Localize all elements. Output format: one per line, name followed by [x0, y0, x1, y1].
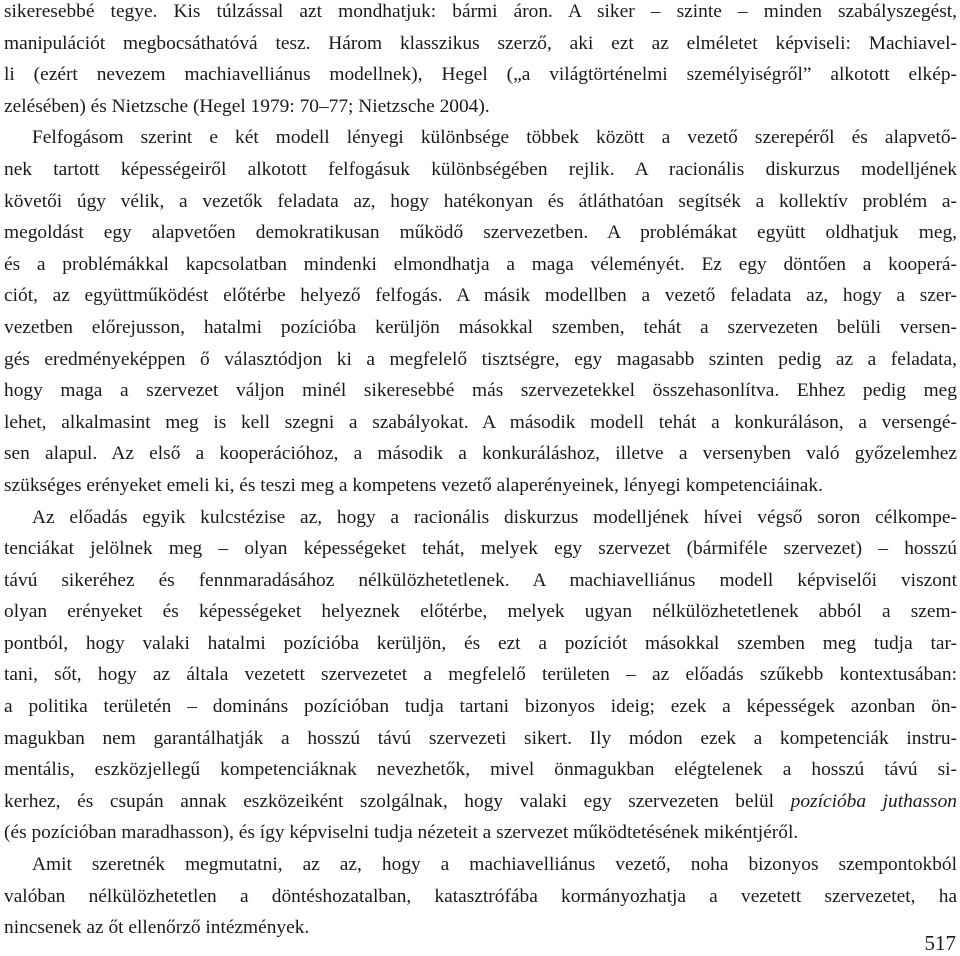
text-line — [4, 596, 957, 628]
text-line — [4, 881, 957, 913]
body-text — [4, 0, 957, 944]
text-line — [4, 59, 957, 91]
text-line-content: magukban nem garantálhatják a hosszú távú szervezeti sikert. Ily módon ezek a kompetenciák instru- — [4, 727, 957, 749]
text-line — [4, 154, 957, 186]
text-line-content: vezetben előrejusson, hatalmi pozícióba kerüljön másokkal szemben, tehát a szervezeten belüli versen- — [4, 316, 957, 338]
text-line-content: távú sikeréhez és fennmaradásához nélkülözhetetlenek. A machiavelliánus modell képviselői viszont — [4, 569, 957, 591]
text-line-content: mentális, eszközjellegű kompetenciáknak nevezhetők, mivel önmagukban elégtelenek a hosszú távú si- — [4, 759, 957, 781]
text-line — [4, 280, 957, 312]
text-line — [4, 249, 957, 281]
page-number: 517 — [924, 931, 956, 955]
text-line-content: Amit szeretnék megmutatni, az az, hogy a machiavelliánus vezető, noha bizonyos szempontokból — [32, 854, 957, 876]
text-line-content: ciót, az együttműködést előtérbe helyező felfogás. A másik modellben a vezető feladata az, hogy a szer- — [4, 285, 957, 307]
text-line-content: olyan erényeket és képességeket helyeznek előtérbe, melyek ugyan nélkülözhetetlenek abból a szem- — [4, 601, 957, 623]
text-line-content: szükséges erényeket emeli ki, és teszi meg a kompetens vezető alaperényeinek, lényegi kompetenciáinak. — [4, 474, 823, 496]
text-line — [4, 565, 957, 597]
text-line-content: Az előadás egyik kulcstézise az, hogy a racionális diskurzus modelljének hívei végső soron célkompe- — [32, 506, 957, 528]
text-line — [4, 817, 957, 849]
text-line — [4, 470, 957, 502]
text-line-content: manipulációt megbocsáthatóvá tesz. Három klasszikus szerző, aki ezt az elméletet képviseli: Machiavel- — [4, 32, 957, 54]
text-line — [4, 344, 957, 376]
text-line-content: nincsenek az őt ellenőrző intézmények. — [4, 917, 310, 939]
text-line — [4, 438, 957, 470]
text-line — [4, 312, 957, 344]
text-line — [4, 912, 957, 944]
italic-phrase: pozícióba juthasson — [790, 790, 957, 812]
text-line-content: és a problémákkal kapcsolatban mindenki elmondhatja a maga véleményét. Ez egy döntően a kooperá- — [4, 253, 957, 275]
text-line — [4, 659, 957, 691]
text-line — [4, 754, 957, 786]
text-line — [4, 407, 957, 439]
text-line-content: a politika területén – domináns pozícióban tudja tartani bizonyos ideig; ezek a képességek azonban ön- — [4, 696, 957, 718]
text-line — [4, 533, 957, 565]
text-line-content: li (ezért nevezem machiavelliánus modellnek), Hegel („a világtörténelmi személyiségről” alkotott elkép- — [4, 64, 957, 86]
text-line-content: zelésében) és Nietzsche (Hegel 1979: 70–77; Nietzsche 2004). — [4, 95, 490, 117]
text-line — [4, 375, 957, 407]
text-line-content: hogy maga a szervezet váljon minél sikeresebbé más szervezetekkel összehasonlítva. Ehhez pedig meg — [4, 380, 957, 402]
text-line-content: megoldást egy alapvetően demokratikusan működő szervezetben. A problémákat együtt oldhatjuk meg, — [4, 222, 957, 244]
text-line — [4, 91, 957, 123]
text-line-content: lehet, alkalmasint meg is kell szegni a szabályokat. A második modell tehát a konkuráláson, a versengé- — [4, 411, 957, 433]
text-line-content: (és pozícióban maradhasson), és így képviselni tudja nézeteit a szervezet működtetésének mikéntjéről. — [4, 822, 799, 844]
text-line — [4, 628, 957, 660]
text-line-content: sen alapul. Az első a kooperációhoz, a második a konkuráláshoz, illetve a versenyben való győzelemhez — [4, 443, 957, 465]
text-line — [4, 786, 957, 818]
text-line-content: tani, sőt, hogy az általa vezetett szervezetet a megfelelő területen – az előadás szűkebb kontextusában: — [4, 664, 957, 686]
text-line-content: kerhez, és csupán annak eszközeiként szolgálnak, hogy valaki egy szervezeten belül — [4, 790, 791, 812]
text-line-content: sikeresebbé tegye. Kis túlzással azt mondhatjuk: bármi áron. A siker – szinte – minden szabályszegést, — [4, 1, 957, 22]
text-line — [4, 502, 957, 534]
text-line — [4, 723, 957, 755]
text-line-content: valóban nélkülözhetetlen a döntéshozatalban, katasztrófába kormányozhatja a vezetett szervezetet, ha — [4, 885, 957, 907]
text-line — [4, 28, 957, 60]
text-line — [4, 691, 957, 723]
text-line — [4, 122, 957, 154]
text-line-content: Felfogásom szerint e két modell lényegi különbsége többek között a vezető szerepéről és alapvető- — [32, 127, 957, 149]
text-line — [4, 217, 957, 249]
text-line-content: pontból, hogy valaki hatalmi pozícióba kerüljön, és ezt a pozíciót másokkal szemben meg tudja tar- — [4, 632, 957, 654]
text-line-content: tenciákat jelölnek meg – olyan képességeket tehát, melyek egy szervezet (bármiféle szervezet) – hosszú — [4, 538, 957, 560]
text-line-content: követői úgy vélik, a vezetők feladata az, hogy hatékonyan és átláthatóan segítsék a kollektív problém a- — [4, 190, 957, 212]
text-line-content: nek tartott képességeiről alkotott felfogásuk különbségében rejlik. A racionális diskurzus modelljének — [4, 158, 957, 180]
text-line — [4, 0, 957, 28]
text-line-content: gés eredményeképpen ő választódjon ki a megfelelő tisztségre, egy magasabb szinten pedig az a feladata, — [4, 348, 957, 370]
text-line — [4, 849, 957, 881]
text-line — [4, 186, 957, 218]
